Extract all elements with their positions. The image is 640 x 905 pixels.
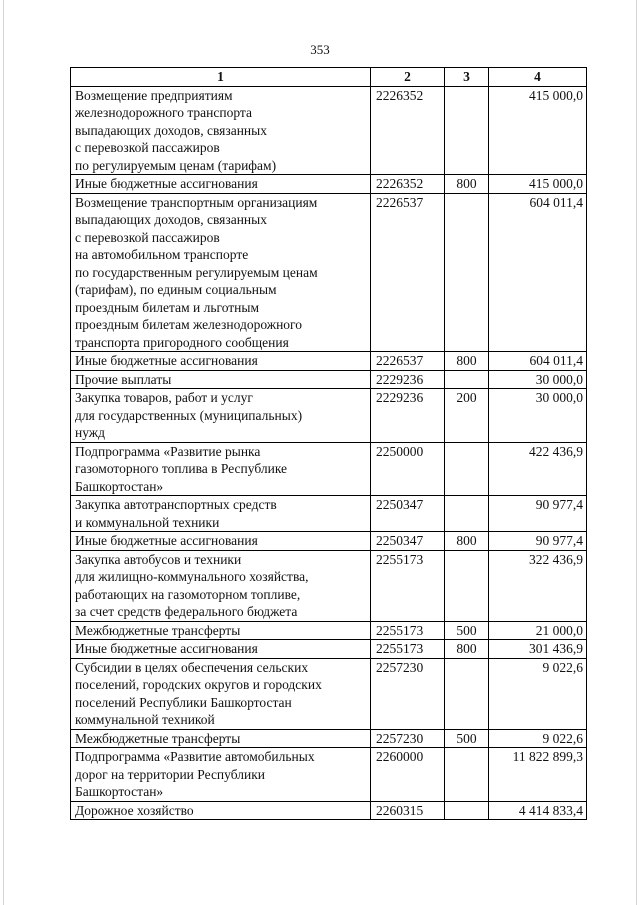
table-row bbox=[71, 550, 587, 621]
target-code: 2255173 bbox=[371, 621, 445, 640]
item-name-line: Подпрограмма «Развитие рынка bbox=[75, 443, 261, 459]
item-name bbox=[71, 550, 371, 621]
item-name-line: газомоторного топлива в Республике bbox=[75, 461, 288, 476]
amount: 90 977,4 bbox=[489, 532, 587, 551]
expense-type bbox=[445, 193, 489, 352]
table-row bbox=[71, 442, 587, 496]
amount: 4 414 833,4 bbox=[489, 801, 587, 820]
item-name-line: дорог на территории Республики bbox=[75, 766, 266, 782]
amount: 322 436,9 bbox=[489, 550, 587, 621]
target-code: 2229236 bbox=[371, 389, 445, 443]
item-name-line: (тарифам), по единым социальным bbox=[75, 282, 277, 297]
table-row bbox=[71, 496, 587, 532]
table-row bbox=[71, 748, 587, 802]
item-name-line: Возмещение транспортным организациям bbox=[75, 194, 318, 210]
item-name bbox=[71, 729, 371, 748]
item-name-line: Подпрограмма «Развитие автомобильных bbox=[75, 749, 315, 764]
target-code: 2250000 bbox=[371, 442, 445, 496]
item-name-line: коммунальной техникой bbox=[75, 712, 215, 727]
item-name-line: выпадающих доходов, связанных bbox=[75, 212, 267, 227]
amount: 415 000,0 bbox=[489, 86, 587, 175]
table-row bbox=[71, 86, 587, 175]
expense-type bbox=[445, 370, 489, 389]
target-code: 2226537 bbox=[371, 352, 445, 371]
table-row bbox=[71, 640, 587, 659]
target-code: 2226352 bbox=[371, 175, 445, 194]
amount: 90 977,4 bbox=[489, 496, 587, 532]
target-code: 2257230 bbox=[371, 658, 445, 729]
item-name bbox=[71, 442, 371, 496]
item-name bbox=[71, 86, 371, 175]
item-name bbox=[71, 748, 371, 802]
table-row bbox=[71, 370, 587, 389]
target-code: 2226537 bbox=[371, 193, 445, 352]
item-name-line: нужд bbox=[75, 425, 105, 440]
expense-type bbox=[445, 550, 489, 621]
expense-type: 800 bbox=[445, 352, 489, 371]
item-name bbox=[71, 175, 371, 194]
amount: 422 436,9 bbox=[489, 442, 587, 496]
item-name-line: Башкортостан» bbox=[75, 784, 164, 799]
amount: 604 011,4 bbox=[489, 352, 587, 371]
item-name-line: за счет средств федерального бюджета bbox=[75, 604, 298, 619]
item-name-line: Иные бюджетные ассигнования bbox=[75, 353, 258, 368]
item-name bbox=[71, 801, 371, 820]
item-name bbox=[71, 658, 371, 729]
item-name-line: проездным билетам и льготным bbox=[75, 299, 260, 315]
table-row bbox=[71, 621, 587, 640]
expense-type: 800 bbox=[445, 640, 489, 659]
item-name-line: Иные бюджетные ассигнования bbox=[75, 533, 258, 548]
target-code: 2260315 bbox=[371, 801, 445, 820]
page-number: 353 bbox=[310, 42, 330, 57]
item-name-line: выпадающих доходов, связанных bbox=[75, 122, 267, 138]
table-row bbox=[71, 389, 587, 443]
expense-type bbox=[445, 442, 489, 496]
expense-type bbox=[445, 496, 489, 532]
header-col-1: 1 bbox=[71, 68, 371, 87]
amount: 9 022,6 bbox=[489, 729, 587, 748]
item-name-line: поселений Республики Башкортостан bbox=[75, 694, 292, 710]
item-name-line: Закупка автотранспортных средств bbox=[75, 497, 277, 512]
target-code: 2226352 bbox=[371, 86, 445, 175]
item-name-line: Башкортостан» bbox=[75, 478, 164, 494]
table-row bbox=[71, 193, 587, 352]
expense-type bbox=[445, 658, 489, 729]
header-col-3: 3 bbox=[445, 68, 489, 87]
item-name-line: Субсидии в целях обеспечения сельских bbox=[75, 659, 309, 675]
item-name-line: Иные бюджетные ассигнования bbox=[75, 641, 258, 656]
table-row bbox=[71, 729, 587, 748]
amount: 30 000,0 bbox=[489, 389, 587, 443]
amount: 30 000,0 bbox=[489, 370, 587, 389]
item-name-line: поселений, городских округов и городских bbox=[75, 677, 322, 692]
expense-type: 800 bbox=[445, 175, 489, 194]
item-name-line: Прочие выплаты bbox=[75, 371, 172, 387]
expense-type: 200 bbox=[445, 389, 489, 443]
target-code: 2250347 bbox=[371, 496, 445, 532]
item-name-line: Закупка товаров, работ и услуг bbox=[75, 390, 253, 405]
header-col-4: 4 bbox=[489, 68, 587, 87]
item-name-line: для государственных (муниципальных) bbox=[75, 407, 303, 423]
item-name-line: железнодорожного транспорта bbox=[75, 105, 252, 120]
target-code: 2257230 bbox=[371, 729, 445, 748]
table-row bbox=[71, 532, 587, 551]
page-edge-left bbox=[3, 0, 4, 905]
expense-type: 500 bbox=[445, 621, 489, 640]
item-name-line: на автомобильном транспорте bbox=[75, 247, 249, 262]
item-name bbox=[71, 389, 371, 443]
item-name-line: Дорожное хозяйство bbox=[75, 802, 194, 818]
item-name bbox=[71, 370, 371, 389]
amount: 415 000,0 bbox=[489, 175, 587, 194]
item-name-line: с перевозкой пассажиров bbox=[75, 140, 220, 155]
item-name-line: с перевозкой пассажиров bbox=[75, 229, 220, 245]
budget-table bbox=[70, 67, 587, 820]
item-name-line: Возмещение предприятиям bbox=[75, 87, 233, 103]
table-row bbox=[71, 801, 587, 820]
table-row bbox=[71, 352, 587, 371]
item-name bbox=[71, 621, 371, 640]
item-name-line: транспорта пригородного сообщения bbox=[75, 334, 289, 350]
table-row bbox=[71, 175, 587, 194]
item-name bbox=[71, 640, 371, 659]
target-code: 2229236 bbox=[371, 370, 445, 389]
target-code: 2255173 bbox=[371, 550, 445, 621]
expense-type bbox=[445, 748, 489, 802]
item-name-line: и коммунальной техники bbox=[75, 514, 220, 530]
expense-type bbox=[445, 86, 489, 175]
item-name-line: Иные бюджетные ассигнования bbox=[75, 176, 258, 191]
page-edge-right bbox=[636, 0, 637, 905]
item-name-line: Закупка автобусов и техники bbox=[75, 551, 242, 567]
table-body bbox=[71, 86, 587, 820]
item-name-line: Межбюджетные трансферты bbox=[75, 622, 241, 638]
table-row bbox=[71, 658, 587, 729]
item-name-line: по регулируемым ценам (тарифам) bbox=[75, 157, 277, 173]
target-code: 2250347 bbox=[371, 532, 445, 551]
item-name-line: работающих на газомоторном топливе, bbox=[75, 586, 301, 602]
item-name bbox=[71, 532, 371, 551]
item-name-line: проездным билетам железнодорожного bbox=[75, 317, 303, 332]
table-header-row bbox=[71, 68, 587, 87]
amount: 9 022,6 bbox=[489, 658, 587, 729]
item-name-line: Межбюджетные трансферты bbox=[75, 730, 241, 746]
item-name bbox=[71, 193, 371, 352]
target-code: 2260000 bbox=[371, 748, 445, 802]
expense-type: 800 bbox=[445, 532, 489, 551]
target-code: 2255173 bbox=[371, 640, 445, 659]
amount: 604 011,4 bbox=[489, 193, 587, 352]
item-name bbox=[71, 496, 371, 532]
item-name-line: для жилищно-коммунального хозяйства, bbox=[75, 569, 309, 584]
expense-type: 500 bbox=[445, 729, 489, 748]
header-col-2: 2 bbox=[371, 68, 445, 87]
amount: 11 822 899,3 bbox=[489, 748, 587, 802]
amount: 21 000,0 bbox=[489, 621, 587, 640]
item-name-line: по государственным регулируемым ценам bbox=[75, 264, 318, 280]
expense-type bbox=[445, 801, 489, 820]
item-name bbox=[71, 352, 371, 371]
amount: 301 436,9 bbox=[489, 640, 587, 659]
